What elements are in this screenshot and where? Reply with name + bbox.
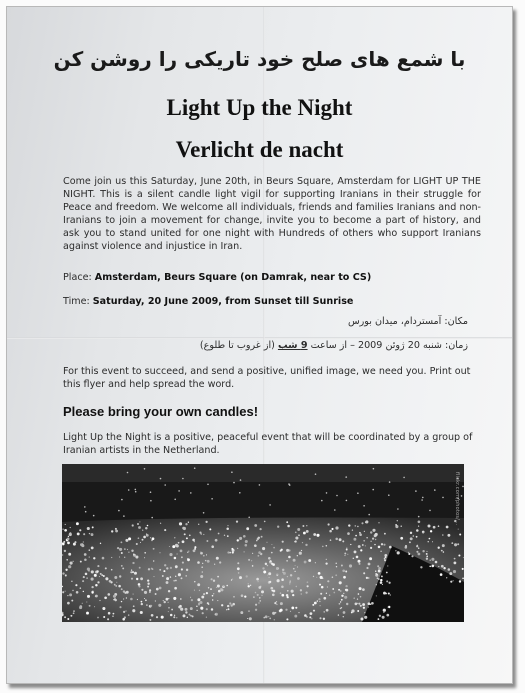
place-line <box>63 272 481 283</box>
time-line <box>63 296 481 307</box>
photo-credit: flickr.com/photos/... <box>454 472 460 526</box>
persian-time-hour: 9 شب <box>277 340 308 351</box>
persian-place-line: مکان: آمستردام، میدان بورس <box>347 316 468 327</box>
candle-vigil-image <box>62 464 464 622</box>
time-label: Time: <box>63 296 93 307</box>
persian-time-part-a: زمان: شنبه 20 ژوئن 2009 – از ساعت <box>307 340 468 351</box>
organizer-note: Light Up the Night is a positive, peaceful event that will be coordinated by a group of Iranian artists in the Netherland. <box>63 432 473 457</box>
time-value: Saturday, 20 June 2009, from Sunset till Sunrise <box>92 296 354 307</box>
candle-vigil-photo <box>62 464 464 622</box>
title-english: Light Up the Night <box>166 95 353 120</box>
flyer-paper <box>6 6 513 684</box>
persian-time-part-c: (از غروب تا طلوع) <box>199 340 278 351</box>
paper-fold-horizontal <box>7 337 512 339</box>
call-to-action: For this event to succeed, and send a positive, unified image, we need you. Print out this flyer and help spread the word. <box>63 366 471 391</box>
bring-candles-heading: Please bring your own candles! <box>63 404 259 419</box>
persian-time-line <box>48 340 468 351</box>
title-dutch: Verlicht de nacht <box>175 137 344 162</box>
place-value: Amsterdam, Beurs Square (on Damrak, near to CS) <box>94 272 372 283</box>
place-label: Place: <box>63 272 95 283</box>
intro-paragraph: Come join us this Saturday, June 20th, in Beurs Square, Amsterdam for LIGHT UP THE NIGHT. This is a silent candle light vigil for supporting Iranians in their struggle for Peace and freedom. We welcome all individuals, friends and families Iranians and non- Iranians to join a movement for change, invite you to become a part of history, and ask you to stand united for one night with Hundreds of others who support Iranians against violence and injustice in Iran. <box>63 176 481 253</box>
persian-title: با شمع های صلح خود تاریکی را روشن کن <box>53 47 466 71</box>
